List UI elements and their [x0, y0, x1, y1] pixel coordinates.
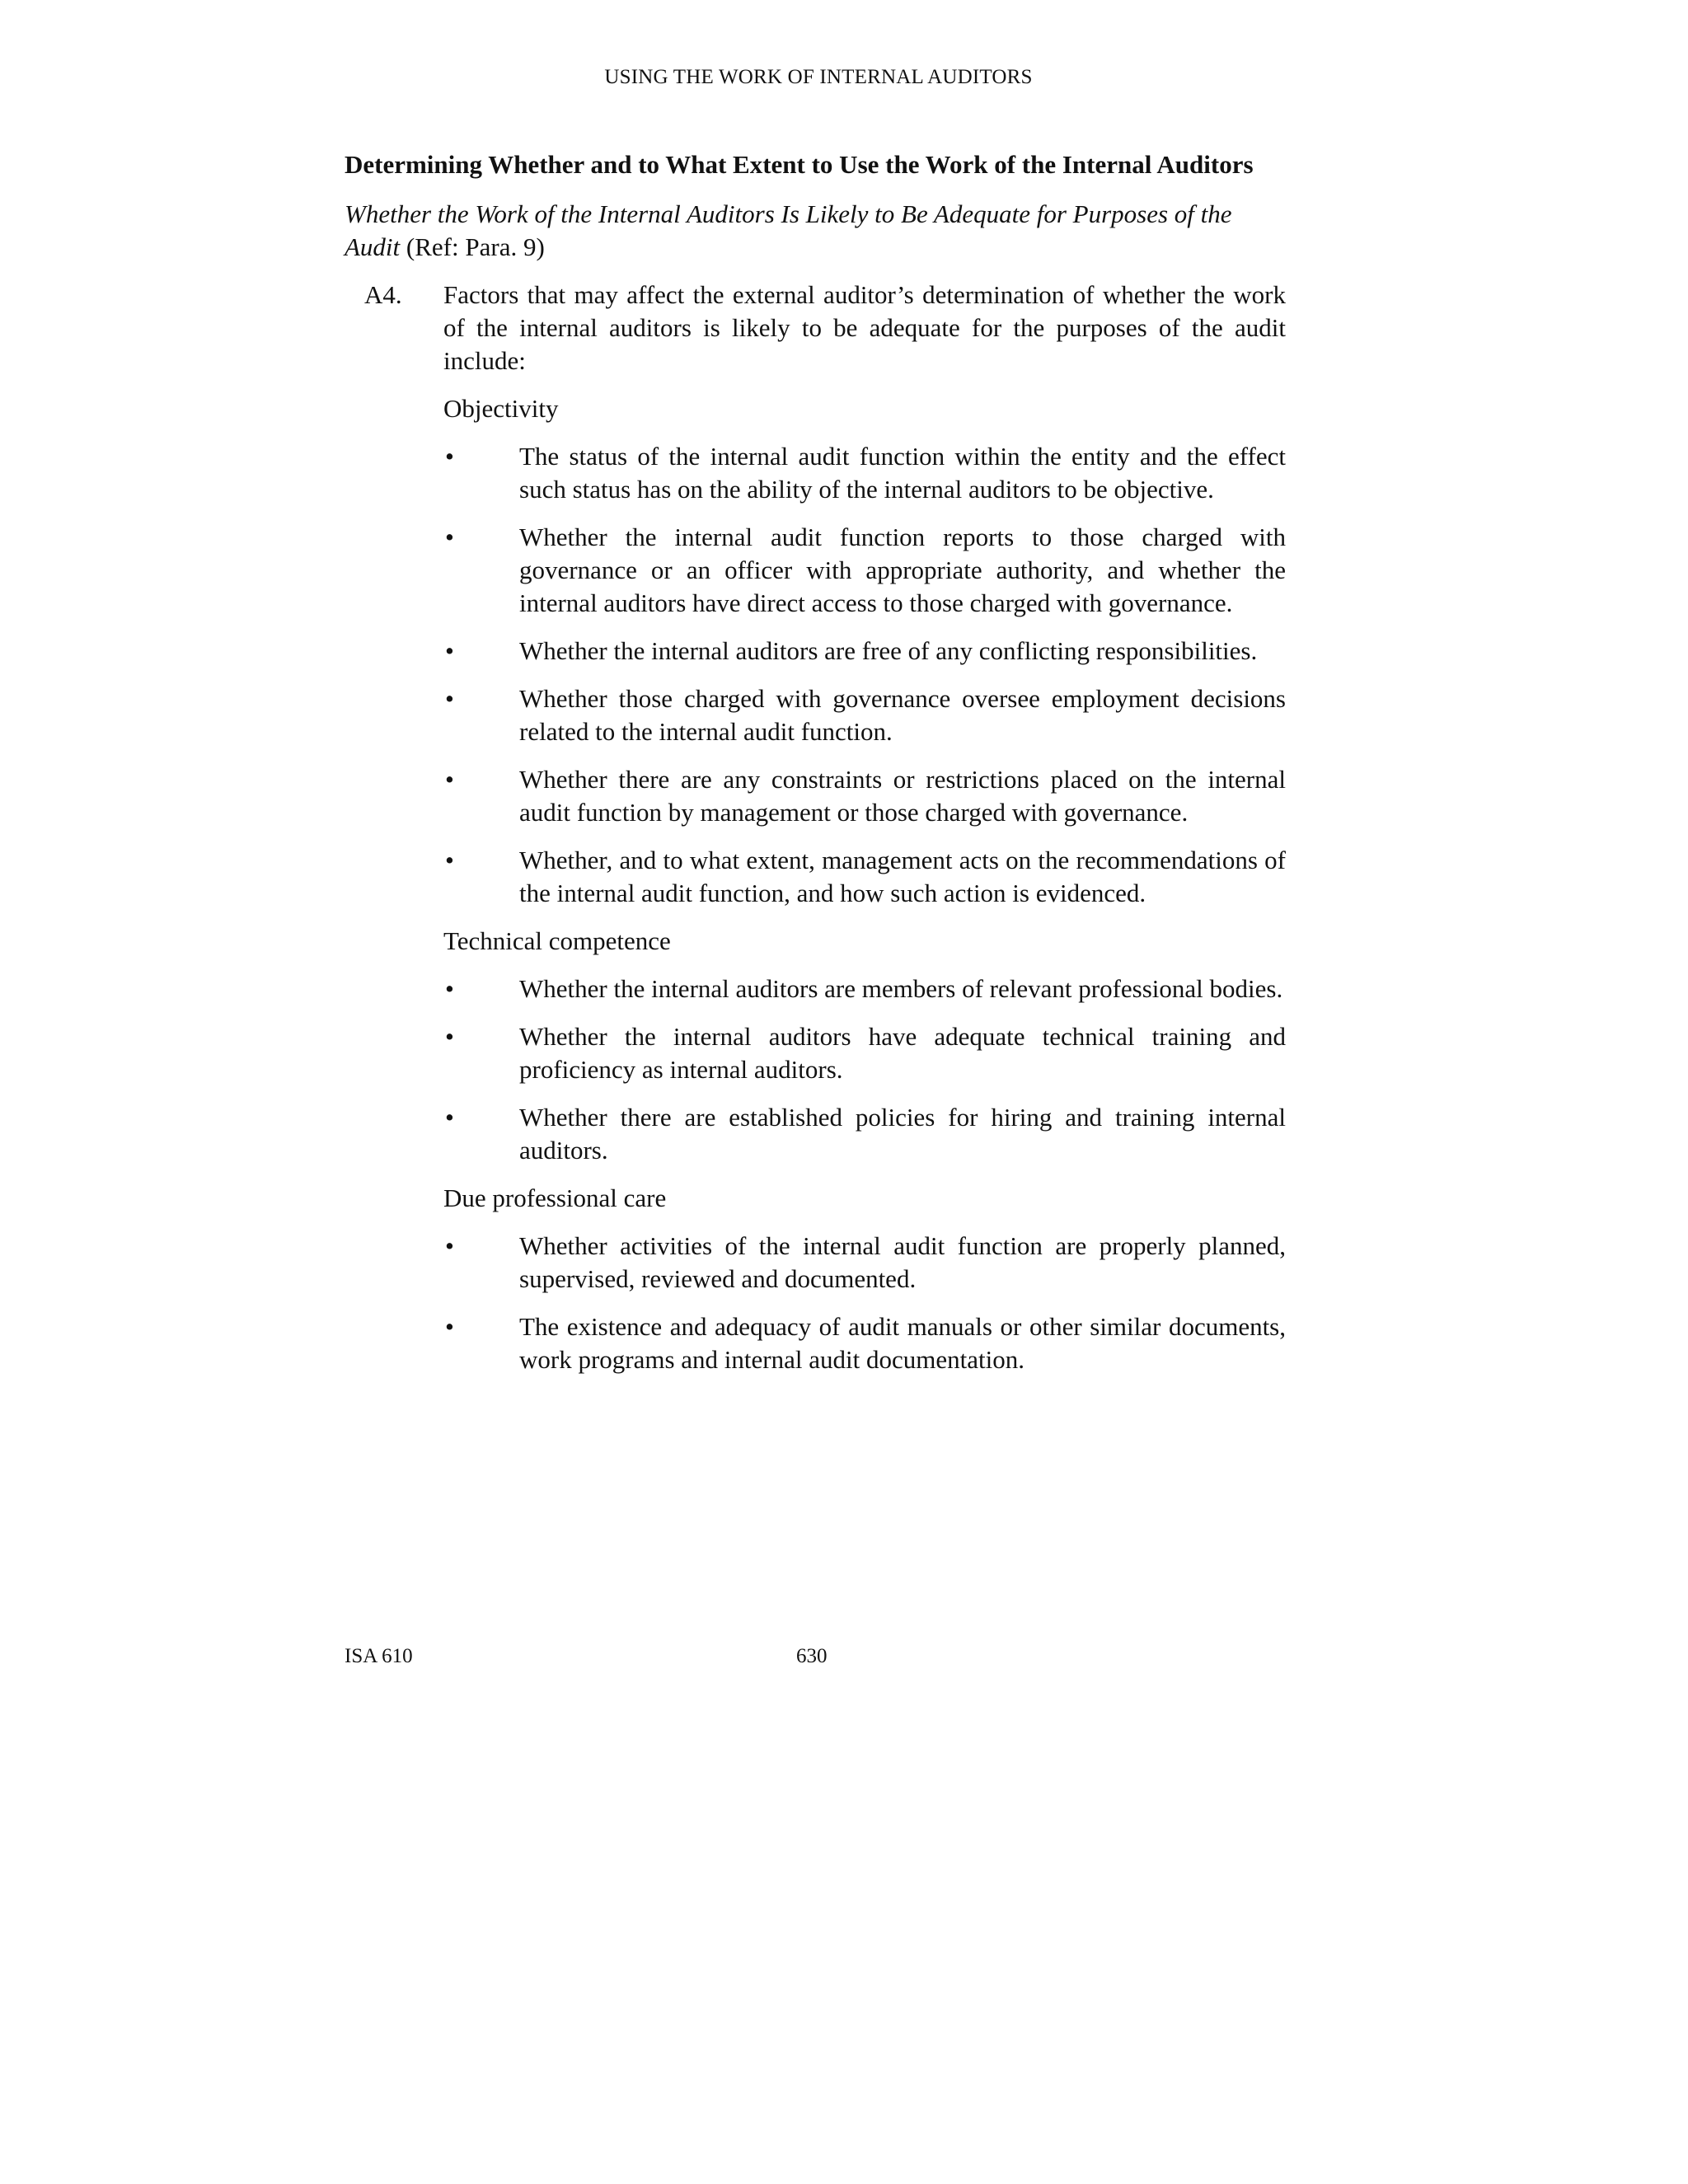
- group-objectivity: [345, 392, 1286, 910]
- list-item: [345, 682, 1286, 748]
- list-item: [345, 972, 1286, 1005]
- list-item-text: The status of the internal audit function within the entity and the effect such status has on the ability of the internal auditors to be objective.: [519, 442, 1286, 504]
- group-technical-competence: [345, 925, 1286, 1167]
- running-header: USING THE WORK OF INTERNAL AUDITORS: [604, 66, 1033, 88]
- bullet-icon: •: [445, 636, 454, 665]
- list-item-text: Whether there are any constraints or restrictions placed on the internal audit function by management or those charged with governance.: [519, 765, 1286, 827]
- bullet-icon: •: [445, 442, 454, 471]
- paragraph-text: Factors that may affect the external auditor’s determination of whether the work of the internal auditors is likely to be adequate for the purposes of the audit include:: [443, 280, 1286, 375]
- bullet-icon: •: [445, 684, 454, 713]
- bullet-icon: •: [445, 974, 454, 1003]
- list-item-text: Whether the internal audit function reports to those charged with governance or an officer with appropriate authority, and whether the internal auditors have direct access to those charged with governance.: [519, 523, 1286, 617]
- page-content: [345, 148, 1286, 1391]
- list-item-text: The existence and adequacy of audit manuals or other similar documents, work programs and internal audit documentation.: [519, 1312, 1286, 1374]
- list-item: [345, 763, 1286, 829]
- sub-heading: [345, 198, 1286, 264]
- sub-heading-reference: (Ref: Para. 9): [400, 232, 545, 261]
- list-item-text: Whether those charged with governance oversee employment decisions related to the internal audit function.: [519, 684, 1286, 746]
- list-item: [345, 844, 1286, 910]
- bullet-icon: •: [445, 846, 454, 874]
- list-item-text: Whether, and to what extent, management acts on the recommendations of the internal audit function, and how such action is evidenced.: [519, 846, 1286, 907]
- bullet-list-objectivity: [345, 440, 1286, 910]
- footer-page-number: 630: [796, 1645, 828, 1667]
- list-item: [345, 1230, 1286, 1296]
- list-item: [345, 1310, 1286, 1376]
- sub-heading-title: Whether the Work of the Internal Auditors Is Likely to Be Adequate for Purposes of the Audit: [345, 199, 1232, 261]
- list-item-text: Whether there are established policies for hiring and training internal auditors.: [519, 1103, 1286, 1165]
- paragraph-number: A4.: [364, 280, 402, 309]
- list-item: [345, 440, 1286, 506]
- list-item-text: Whether activities of the internal audit function are properly planned, supervised, reviewed and documented.: [519, 1231, 1286, 1293]
- bullet-icon: •: [445, 1103, 454, 1132]
- footer-standard-label: ISA 610: [345, 1645, 413, 1667]
- bullet-list-technical-competence: [345, 972, 1286, 1167]
- group-label-objectivity: Objectivity: [443, 394, 559, 423]
- bullet-icon: •: [445, 1231, 454, 1260]
- section-heading: Determining Whether and to What Extent to Use the Work of the Internal Auditors: [345, 150, 1254, 179]
- bullet-list-due-professional-care: [345, 1230, 1286, 1376]
- group-label-technical-competence: Technical competence: [443, 926, 671, 955]
- bullet-icon: •: [445, 1312, 454, 1341]
- list-item-text: Whether the internal auditors have adequate technical training and proficiency as internal auditors.: [519, 1022, 1286, 1084]
- group-label-due-professional-care: Due professional care: [443, 1183, 667, 1212]
- list-item-text: Whether the internal auditors are free of any conflicting responsibilities.: [519, 636, 1258, 665]
- bullet-icon: •: [445, 523, 454, 551]
- list-item: [345, 1101, 1286, 1167]
- bullet-icon: •: [445, 1022, 454, 1051]
- list-item-text: Whether the internal auditors are members of relevant professional bodies.: [519, 974, 1283, 1003]
- bullet-icon: •: [445, 765, 454, 794]
- list-item: [345, 635, 1286, 668]
- paragraph-a4: [345, 279, 1286, 377]
- list-item: [345, 521, 1286, 620]
- list-item: [345, 1020, 1286, 1086]
- group-due-professional-care: [345, 1182, 1286, 1376]
